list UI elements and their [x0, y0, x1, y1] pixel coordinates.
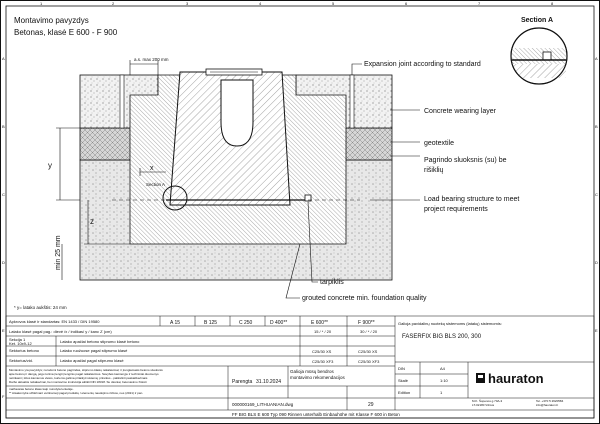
tb-note-6: ** Atsakomybė užtikrinant vertinamoji pagal produktų / elementų naudojimo rizikos, nes (2021) ir pan.: [9, 391, 144, 395]
expansion-joint-right: [350, 75, 354, 128]
footnote: * y= latako aukštis: 24 mm: [14, 305, 67, 310]
tb-date: 31.10.2024: [256, 379, 282, 385]
tb-din-label: DIN: [398, 366, 405, 371]
grid-top-6: 6: [405, 1, 408, 6]
tb-norm: Apkrovos klasė ir standartas: EN 1433 / DIN 19580: [9, 319, 100, 324]
grid-side-d-right: D: [595, 260, 598, 265]
dimension-x-label: x: [150, 165, 154, 172]
tb-address-line2: LT-02180 Vilnius: [472, 403, 495, 407]
tb-row2-e600: 15 / * / 20: [314, 329, 332, 334]
grid-top-labels: [40, 1, 554, 6]
grid-side-e: E: [2, 328, 5, 333]
tb-note-3: netinkami į kitus kamienus vietos, kuriems galima pritaikyti sistemą; prireikus - patikslinti paskaičiavimais: [9, 376, 148, 380]
dimension-z-label: z: [90, 217, 94, 226]
tb-row2-label: Latako klasė pagal pag.: dievė /x / indikas/ y / kanc Z (cm): [9, 329, 112, 334]
tb-contact-line1: Tel. +370 5 2620584: [536, 399, 564, 403]
tb-row5-f900: C25/30 XF3: [358, 359, 380, 364]
grid-side-c: C: [2, 192, 5, 197]
tb-row2-f900: 30 / * / 20: [360, 329, 378, 334]
tb-class-e600: E 600**: [311, 320, 328, 326]
tb-validity-line1: Galioja mūsų bendros: [290, 369, 334, 374]
tb-page-number: 29: [368, 402, 374, 408]
callout-expansion-joint: Expansion joint according to standard: [364, 61, 481, 68]
tb-note-2: apie betonų ir dangą, jeigu turima įrengti įrenginio pagal reikalavimus. Savybės kamienyje ir techniniai duomenys: [9, 372, 159, 376]
tb-row4-text: Latako ruožuose pagal stiprumo klasė: [60, 348, 128, 353]
cross-section-drawing: [80, 69, 392, 280]
tb-file-name: 000000169_LITHUANIAN.dwg: [232, 402, 294, 407]
tb-class-d400: D 400**: [270, 320, 288, 326]
tb-class-c250: C 250: [239, 320, 253, 326]
grid-top-2: 2: [112, 1, 115, 6]
tb-row4-e600: C25/30 XS: [312, 349, 332, 354]
tb-row5-label: Sektorius/vid.: [9, 358, 34, 363]
callout-base-layer-line1: Pagrindo sluoksnis (su) be: [424, 157, 507, 164]
grid-top-3: 3: [186, 1, 189, 6]
grid-top-4: 4: [259, 1, 262, 6]
tb-row4-label: Sektorius betono: [9, 348, 40, 353]
grid-side-f: F: [2, 394, 5, 399]
tb-class-a15: A 15: [170, 320, 181, 326]
tb-edition-value: 1: [440, 390, 443, 395]
tb-address-line1: M.K. Šopenos g.70A-3: [472, 399, 503, 403]
tb-row3-text: Latako apačiai betono stiprumo klasė betono: [60, 339, 140, 344]
callout-geotextile: geotextile: [424, 140, 454, 147]
tb-drawn-label: Parengta: [232, 379, 253, 385]
section-tag-label: Section A: [146, 182, 166, 187]
grid-side-b-right: B: [595, 124, 598, 129]
callout-wearing-layer: Concrete wearing layer: [424, 108, 496, 115]
section-a-detail: [511, 17, 567, 84]
section-a-title: Section A: [521, 17, 554, 24]
tb-row3-label-b: Ket. 10x9-12: [9, 341, 32, 346]
grid-side-e-right: E: [595, 328, 598, 333]
grid-top-1: 1: [40, 1, 43, 6]
tb-validity-line2: montavimo rekomendacijos: [290, 375, 345, 380]
tb-din-value: A4: [440, 366, 445, 371]
tb-note-4: Darbo aktualūs reikalavimai, bei montavimo instrukcija atitikti DIN 18318. Su dėsniai, betonavimo žiūrėti: [9, 380, 147, 384]
grid-side-a-right: A: [595, 56, 598, 61]
tb-note-1: Montavimo yra pavyzdys; nurodomi betono pagrindas, stiprumo klasių reikalavimai; ir įrengiamasis betono sluoksnis: [9, 368, 163, 372]
tb-row3-label-a: Sekcija 1: [9, 337, 26, 342]
tb-class-b125: B 125: [204, 320, 218, 326]
tb-note-5: mažiausias betono klasė kaip nurodyta lentelėje.: [9, 387, 74, 391]
tb-scale-value: 1:10: [440, 378, 448, 383]
grid-side-d: D: [2, 260, 5, 265]
dimension-min-label: min 25 mm: [55, 235, 62, 270]
drawing-title: Montavimo pavyzdys: [14, 16, 89, 25]
grid-top-5: 5: [332, 1, 335, 6]
tb-product: FASERFIX BIG BLS 200, 300: [402, 334, 482, 340]
tb-contact-line2: info@hauraton.lt: [536, 403, 559, 407]
grid-side-b: B: [2, 124, 5, 129]
channel-flow-profile: [221, 80, 253, 146]
dimension-y-label: y: [48, 161, 52, 170]
expansion-joint-left: [120, 75, 124, 128]
tb-bottom-description: FF BIG BLS E 600 Typ 090 Rinnen unterhalb Einbauhöhe mit Klasse F 600 in Beton: [232, 412, 400, 417]
tb-scale-label: Skalė: [398, 378, 409, 383]
grid-top-8: 8: [551, 1, 554, 6]
callout-grouted-concrete: grouted concrete min. foundation quality: [302, 295, 427, 302]
callout-load-bearing-line2: project requirements: [424, 206, 488, 213]
drawing-subtitle: Betonas, klasė E 600 - F 900: [14, 28, 118, 37]
grid-side-a: A: [2, 56, 5, 61]
tb-class-f900: F 900**: [358, 320, 375, 326]
tb-row5-text: Latako apačiai pagal stiprumo klasė: [60, 358, 124, 363]
logo-wordmark: hauraton: [488, 371, 544, 386]
callout-load-bearing-line1: Load bearing structure to meet: [424, 196, 520, 203]
grid-side-c-right: C: [595, 192, 598, 197]
grid-top-7: 7: [478, 1, 481, 6]
tb-row5-e600: C25/30 XF3: [312, 359, 334, 364]
dimension-top-label: a.s. max 200 mm: [134, 57, 169, 62]
tb-right-note: Galioja pavidalinų nuotekų sistemoms (latakų) sistemomis:: [398, 321, 502, 326]
callout-spacer: tarpiklis: [320, 279, 344, 286]
tb-row4-f900: C25/30 XS: [358, 349, 378, 354]
callout-base-layer-line2: rišiklių: [424, 167, 444, 174]
tb-edition-label: Edition: [398, 390, 411, 395]
hauraton-logo: [476, 371, 544, 386]
